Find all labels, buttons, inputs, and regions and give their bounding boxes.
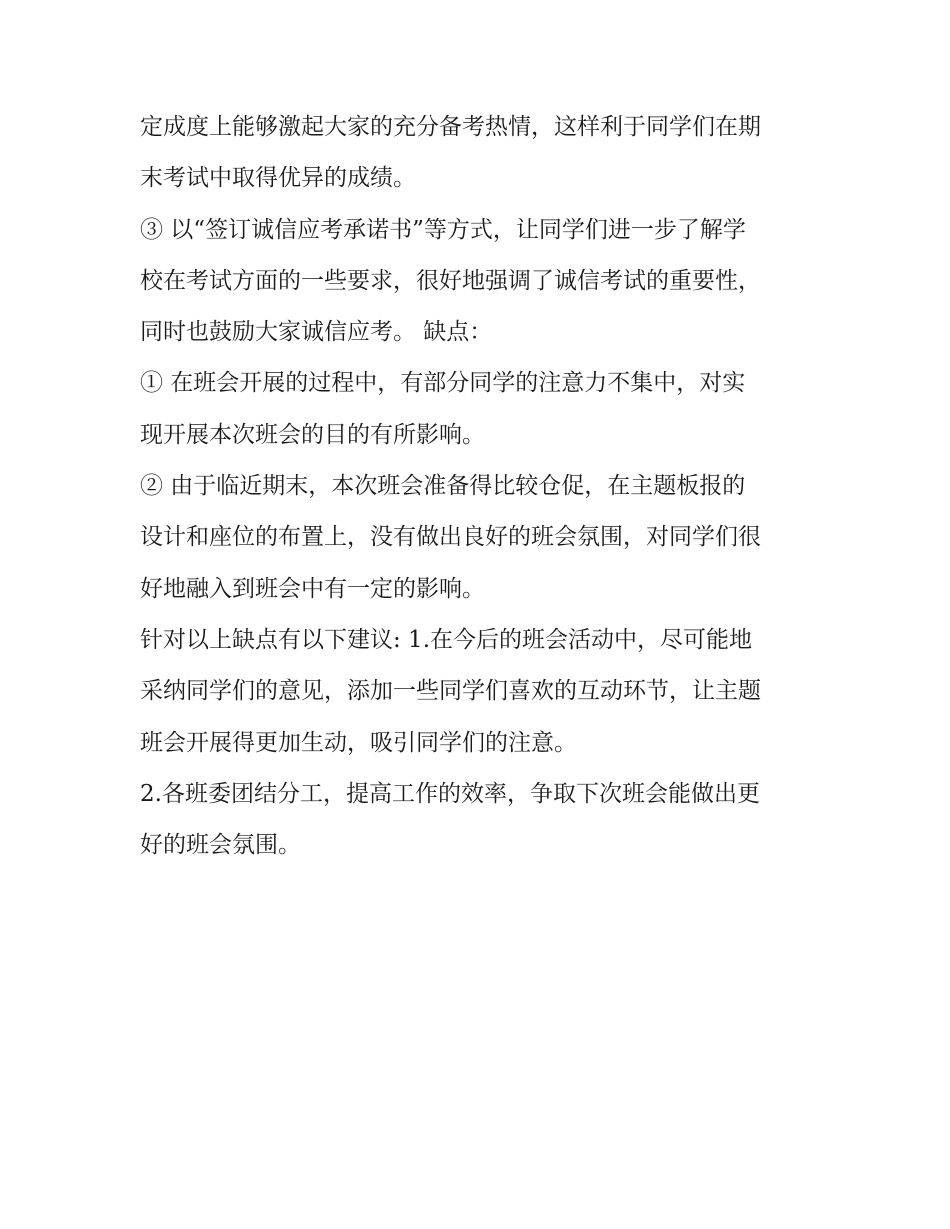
document-body bbox=[140, 102, 830, 871]
text-line: 同时也鼓励大家诚信应考。 缺点： bbox=[140, 319, 493, 346]
text-line: 好的班会氛围。 bbox=[140, 832, 301, 859]
text-line: ③ 以“签订诚信应考承诺书”等方式，让同学们进一步了解学 bbox=[140, 216, 746, 243]
text-line: 现开展本次班会的目的有所影响。 bbox=[140, 421, 485, 448]
text-line: 采纳同学们的意见，添加一些同学们喜欢的互动环节，让主题 bbox=[140, 678, 761, 705]
text-line: 设计和座位的布置上，没有做出良好的班会氛围，对同学们很 bbox=[140, 524, 761, 551]
text-line: ① 在班会开展的过程中，有部分同学的注意力不集中，对实 bbox=[140, 370, 746, 397]
text-line: ② 由于临近期末，本次班会准备得比较仓促，在主题板报的 bbox=[140, 473, 746, 500]
text-line: 定成度上能够激起大家的充分备考热情，这样利于同学们在期 bbox=[140, 114, 761, 140]
text-line: 校在考试方面的一些要求，很好地强调了诚信考试的重要性， bbox=[140, 267, 761, 294]
text-line: 班会开展得更加生动，吸引同学们的注意。 bbox=[140, 729, 577, 756]
text-line: 好地融入到班会中有一定的影响。 bbox=[140, 575, 485, 602]
text-line: 末考试中取得优异的成绩。 bbox=[140, 165, 416, 192]
text-line: 2.各班委团结分工，提高工作的效率，争取下次班会能做出更 bbox=[140, 780, 760, 807]
text-line: 针对以上缺点有以下建议: 1.在今后的班会活动中，尽可能地 bbox=[140, 626, 753, 653]
